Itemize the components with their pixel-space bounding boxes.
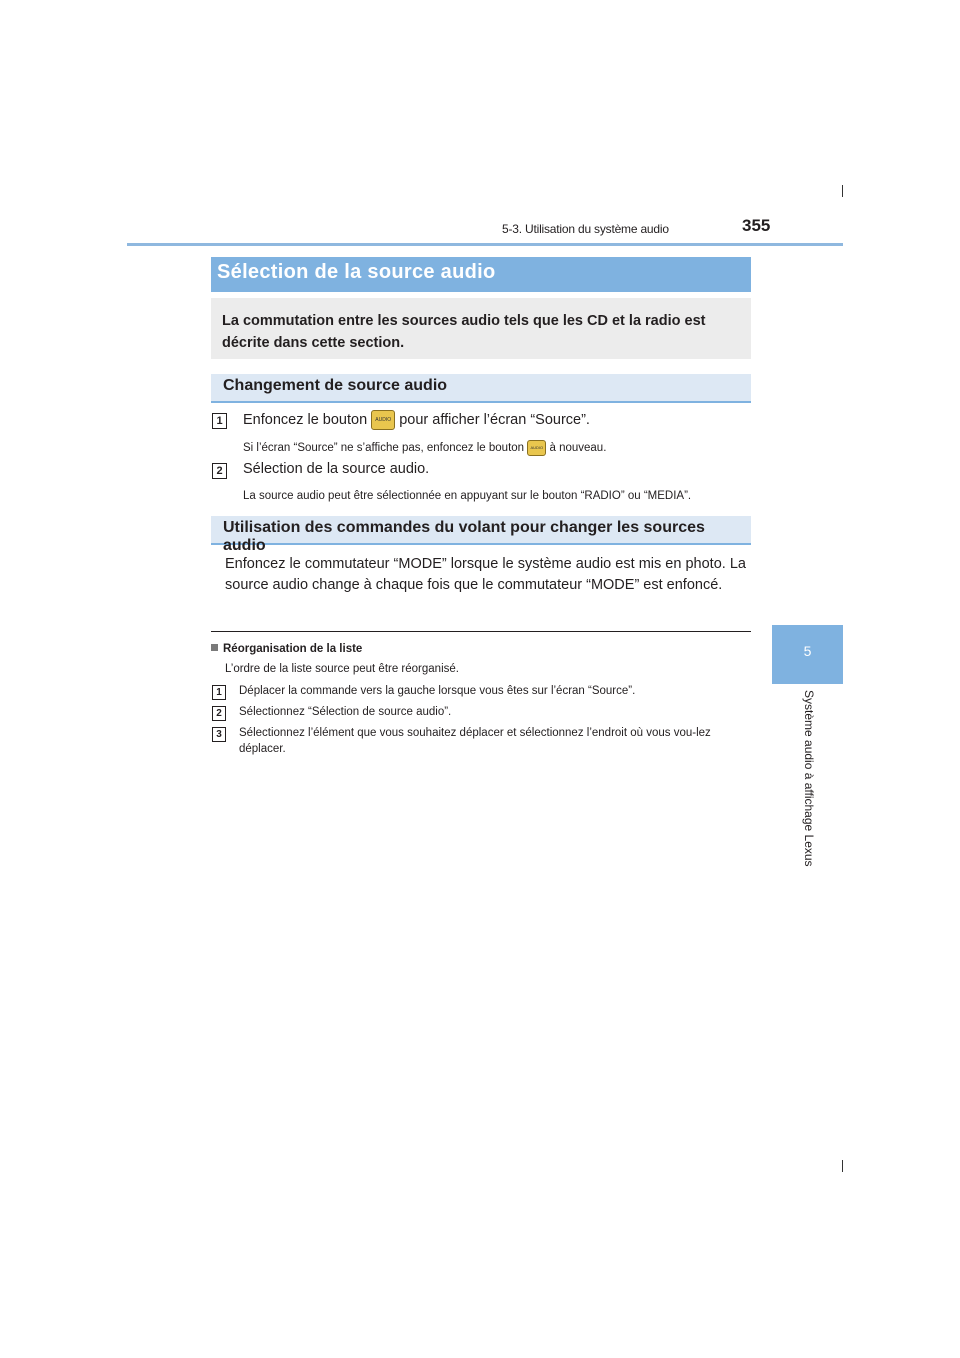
subheading-steering-label: Utilisation des commandes du volant pour changer les sources audio xyxy=(223,519,705,554)
step-2-note: La source audio peut être sélectionnée en appuyant sur le bouton “RADIO” ou “MEDIA”. xyxy=(243,490,692,502)
reorg-title: Réorganisation de la liste xyxy=(211,643,362,655)
steering-paragraph: Enfoncez le commutateur “MODE” lorsque le système audio est mis en photo. La source audio change à chaque fois que le commutateur “MODE” est enfoncé. xyxy=(225,556,746,593)
chapter-tab xyxy=(772,625,843,684)
notes-divider xyxy=(211,631,751,632)
page-number: 355 xyxy=(742,216,771,235)
intro-box xyxy=(211,298,751,359)
section-title-bar xyxy=(211,257,751,292)
subheading-change-source xyxy=(211,374,751,403)
intro-text: La commutation entre les sources audio tels que les CD et la radio est décrite dans cette section. xyxy=(222,313,706,351)
reorg-step-2: Sélectionnez “Sélection de source audio”. xyxy=(239,706,452,718)
step-badge: 3 xyxy=(212,727,226,742)
audio-button-icon: AUDIO xyxy=(527,440,546,456)
reorg-intro: L’ordre de la liste source peut être réorganisé. xyxy=(225,663,459,675)
step-2-text: Sélection de la source audio. xyxy=(243,461,430,477)
subheading-steering xyxy=(211,516,751,554)
chapter-title: Système audio à affichage Lexus xyxy=(802,690,816,867)
reorg-step-3: Sélectionnez l’élément que vous souhaitez déplacer et sélectionnez l’endroit où vous vou-lez déplacer. xyxy=(239,727,711,755)
subheading-change-source-label: Changement de source audio xyxy=(223,377,448,394)
step-badge: 2 xyxy=(212,706,226,721)
step-badge: 1 xyxy=(212,685,226,700)
running-header: 5-3. Utilisation du système audio xyxy=(502,222,669,236)
step-1-note: Si l’écran “Source” ne s’affiche pas, enfoncez le bouton AUDIO à nouveau. xyxy=(243,440,606,456)
step-1-text: Enfoncez le bouton AUDIO pour afficher l’écran “Source”. xyxy=(243,410,590,430)
step-badge: 1 xyxy=(212,413,227,429)
section-title: Sélection de la source audio xyxy=(217,261,496,283)
crop-mark-top xyxy=(842,185,843,197)
chapter-number: 5 xyxy=(803,643,812,659)
reorg-step-1: Déplacer la commande vers la gauche lorsque vous êtes sur l’écran “Source”. xyxy=(239,685,636,697)
header-rule xyxy=(127,243,843,246)
crop-mark-bottom xyxy=(842,1160,843,1172)
step-badge: 2 xyxy=(212,463,227,479)
audio-button-icon: AUDIO xyxy=(371,410,395,430)
square-bullet-icon xyxy=(211,644,218,651)
